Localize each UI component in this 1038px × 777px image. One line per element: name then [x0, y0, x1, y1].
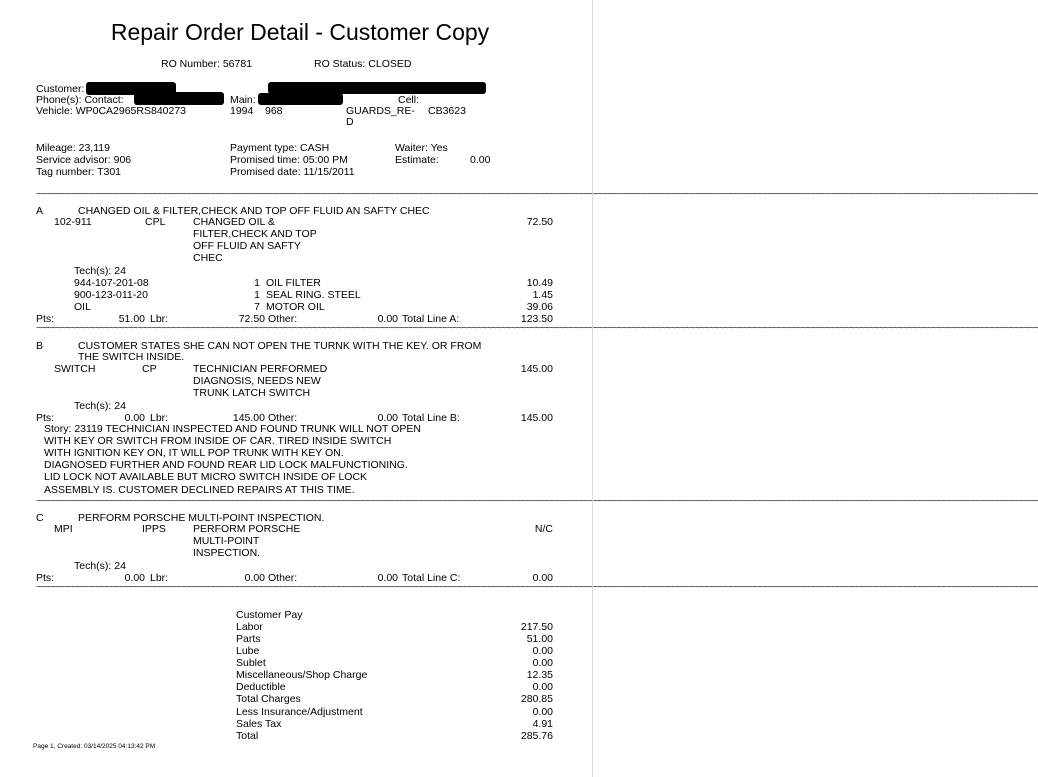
line-b-other-label: Other: — [268, 412, 298, 424]
summary-label: Parts — [236, 633, 261, 645]
line-b-pts-label: Pts: — [36, 412, 55, 424]
summary-label: Sublet — [236, 657, 266, 669]
summary-heading: Customer Pay — [236, 609, 303, 621]
line-a-lbr-value: 72.50 — [238, 313, 265, 325]
part-description: MOTOR OIL — [266, 301, 325, 313]
vehicle-color-cont: D — [346, 116, 354, 128]
line-c-tech-type: IPPS — [142, 523, 166, 535]
line-c-pts-label: Pts: — [36, 572, 55, 584]
line-a-description: CHANGED OIL & FILTER,CHECK AND TOP OFF FLUID AN SAFTY CHEC — [78, 205, 430, 217]
line-b-total-value: 145.00 — [520, 412, 553, 424]
redacted-contact-phone — [134, 92, 224, 105]
line-c-lbr-label: Lbr: — [150, 572, 169, 584]
separator: ~~~~~~~~~~~~~~~~~~~~~~~~~~~~~~~~~~~~~~~~~~~~~~~~~~~~~~~~~~~~~~~~~~~~~~~~~~~~~~~~~~~~~~~~~~~~~~~~~~~~~~~~~~~~~~~~~~~~~~~~~~~~~~~~~~~~~~~~~~~~~~~~~~~~~~~~~~~~~~~~~~~~~~~~~~~~~~~~~~~~~~~~~~~~~~~~~~~~~~~~~~~~~~~ — [36, 582, 1038, 593]
line-b-techs: Tech(s): 24 — [74, 400, 126, 412]
summary-value: 217.50 — [520, 621, 553, 633]
summary-label: Sales Tax — [236, 718, 282, 730]
line-c-letter: C — [36, 512, 44, 524]
line-c-description: PERFORM PORSCHE MULTI-POINT INSPECTION. — [78, 512, 325, 524]
ro-number: RO Number: 56781 — [161, 58, 253, 70]
line-b-op-desc: TECHNICIAN PERFORMED — [193, 363, 328, 375]
line-a-op-amount: 72.50 — [526, 216, 553, 228]
summary-label: Miscellaneous/Shop Charge — [236, 669, 368, 681]
line-a-total-value: 123.50 — [520, 313, 553, 325]
vehicle-model: 968 — [265, 105, 283, 117]
line-c-op-desc: INSPECTION. — [193, 547, 261, 559]
part-number: OIL — [74, 301, 91, 313]
summary-value: 12.35 — [526, 669, 553, 681]
estimate-value: 0.00 — [470, 154, 491, 166]
line-a-op-desc: CHANGED OIL & — [193, 216, 275, 228]
estimate-label: Estimate: — [395, 154, 439, 166]
summary-label: Total — [236, 730, 259, 742]
customer-label: Customer: — [36, 83, 85, 95]
line-a-other-label: Other: — [268, 313, 298, 325]
line-c-techs: Tech(s): 24 — [74, 560, 126, 572]
summary-label: Total Charges — [236, 693, 301, 705]
line-a-op-desc: CHEC — [193, 252, 223, 264]
summary-label: Less Insurance/Adjustment — [236, 706, 363, 718]
summary-value: 0.00 — [532, 706, 553, 718]
line-c-lbr-value: 0.00 — [244, 572, 265, 584]
part-description: OIL FILTER — [266, 277, 321, 289]
line-c-op-amount: N/C — [534, 523, 553, 535]
document-title: Repair Order Detail - Customer Copy — [110, 19, 490, 45]
tag-number: Tag number: T301 — [36, 166, 122, 178]
waiter: Waiter: Yes — [395, 142, 448, 154]
vehicle-vin: Vehicle: WP0CA2965RS840273 — [36, 105, 187, 117]
line-b-lbr-label: Lbr: — [150, 412, 169, 424]
line-a-op-desc: FILTER,CHECK AND TOP — [193, 228, 317, 240]
redacted-main-phone — [258, 93, 343, 105]
service-advisor: Service advisor: 906 — [36, 154, 132, 166]
scan-edge — [592, 0, 600, 777]
part-qty: 7 — [254, 301, 260, 313]
ro-status: RO Status: CLOSED — [314, 58, 412, 70]
line-a-op-desc: OFF FLUID AN SAFTY — [193, 240, 301, 252]
summary-value: 0.00 — [532, 681, 553, 693]
line-c-other-label: Other: — [268, 572, 298, 584]
summary-value: 0.00 — [532, 657, 553, 669]
line-a-techs: Tech(s): 24 — [74, 265, 126, 277]
line-c-pts-value: 0.00 — [124, 572, 145, 584]
part-amount: 1.45 — [532, 289, 553, 301]
summary-value: 4.91 — [532, 718, 553, 730]
phones-label: Phone(s): Contact: — [36, 94, 124, 106]
line-a-total-label: Total Line A: — [402, 313, 460, 325]
line-b-op-desc: TRUNK LATCH SWITCH — [193, 387, 311, 399]
line-b-description: CUSTOMER STATES SHE CAN NOT OPEN THE TURNK WITH THE KEY. OR FROM — [78, 340, 482, 352]
vehicle-license: CB3623 — [428, 105, 466, 117]
line-b-pts-value: 0.00 — [124, 412, 145, 424]
separator: ~~~~~~~~~~~~~~~~~~~~~~~~~~~~~~~~~~~~~~~~~~~~~~~~~~~~~~~~~~~~~~~~~~~~~~~~~~~~~~~~~~~~~~~~~~~~~~~~~~~~~~~~~~~~~~~~~~~~~~~~~~~~~~~~~~~~~~~~~~~~~~~~~~~~~~~~~~~~~~~~~~~~~~~~~~~~~~~~~~~~~~~~~~~~~~~~~~~~~~~~~~~~~~~ — [36, 496, 1038, 507]
vehicle-year: 1994 — [230, 105, 254, 117]
line-a-letter: A — [36, 205, 44, 217]
payment-type: Payment type: CASH — [230, 142, 330, 154]
part-description: SEAL RING. STEEL — [266, 289, 361, 301]
line-c-op-code: MPI — [54, 523, 73, 535]
line-b-op-code: SWITCH — [54, 363, 96, 375]
line-c-other-value: 0.00 — [377, 572, 398, 584]
line-b-lbr-value: 145.00 — [232, 412, 265, 424]
cell-phone-label: Cell: — [398, 94, 420, 106]
summary-value: 51.00 — [526, 633, 553, 645]
story-line: WITH IGNITION KEY ON, IT WILL POP TRUNK WITH KEY ON. — [44, 447, 344, 459]
part-number: 944-107-201-08 — [74, 277, 149, 289]
vehicle-color: GUARDS_RE- — [346, 105, 415, 117]
part-qty: 1 — [254, 277, 260, 289]
separator: ~~~~~~~~~~~~~~~~~~~~~~~~~~~~~~~~~~~~~~~~~~~~~~~~~~~~~~~~~~~~~~~~~~~~~~~~~~~~~~~~~~~~~~~~~~~~~~~~~~~~~~~~~~~~~~~~~~~~~~~~~~~~~~~~~~~~~~~~~~~~~~~~~~~~~~~~~~~~~~~~~~~~~~~~~~~~~~~~~~~~~~~~~~~~~~~~~~~~~~~~~~~~~~~ — [36, 189, 1038, 200]
summary-label: Deductible — [236, 681, 286, 693]
line-a-pts-label: Pts: — [36, 313, 55, 325]
line-b-letter: B — [36, 340, 44, 352]
line-b-tech-type: CP — [142, 363, 157, 375]
line-b-op-desc: DIAGNOSIS, NEEDS NEW — [193, 375, 321, 387]
summary-value: 280.85 — [520, 693, 553, 705]
story-line: WITH KEY OR SWITCH FROM INSIDE OF CAR. TIRED INSIDE SWITCH — [44, 435, 392, 447]
summary-value: 0.00 — [532, 645, 553, 657]
line-c-op-desc: PERFORM PORSCHE — [193, 523, 301, 535]
line-a-pts-value: 51.00 — [118, 313, 145, 325]
line-a-tech-type: CPL — [145, 216, 166, 228]
line-a-lbr-label: Lbr: — [150, 313, 169, 325]
summary-label: Labor — [236, 621, 263, 633]
story-line: LID LOCK NOT AVAILABLE BUT MICRO SWITCH INSIDE OF LOCK — [44, 471, 368, 483]
main-phone-label: Main: — [230, 94, 256, 106]
separator: ~~~~~~~~~~~~~~~~~~~~~~~~~~~~~~~~~~~~~~~~~~~~~~~~~~~~~~~~~~~~~~~~~~~~~~~~~~~~~~~~~~~~~~~~~~~~~~~~~~~~~~~~~~~~~~~~~~~~~~~~~~~~~~~~~~~~~~~~~~~~~~~~~~~~~~~~~~~~~~~~~~~~~~~~~~~~~~~~~~~~~~~~~~~~~~~~~~~~~~~~~~~~~~~ — [36, 323, 1038, 334]
part-amount: 10.49 — [526, 277, 553, 289]
line-b-other-value: 0.00 — [377, 412, 398, 424]
summary-value: 285.76 — [520, 730, 553, 742]
line-c-total-label: Total Line C: — [402, 572, 461, 584]
promised-date: Promised date: 11/15/2011 — [230, 166, 355, 178]
line-c-op-desc: MULTI-POINT — [193, 535, 260, 547]
line-b-total-label: Total Line B: — [402, 412, 460, 424]
line-a-other-value: 0.00 — [377, 313, 398, 325]
line-b-description-cont: THE SWITCH INSIDE. — [78, 351, 185, 363]
story-line: Story: 23119 TECHNICIAN INSPECTED AND FOUND TRUNK WILL NOT OPEN — [44, 423, 421, 435]
story-line: DIAGNOSED FURTHER AND FOUND REAR LID LOCK MALFUNCTIONING. — [44, 459, 408, 471]
page-footer: Page 1, Created: 03/14/2025 04:13:42 PM — [33, 743, 156, 750]
promised-time: Promised time: 05:00 PM — [230, 154, 348, 166]
line-a-op-code: 102-911 — [54, 216, 92, 228]
story-line: ASSEMBLY IS. CUSTOMER DECLINED REPAIRS AT THIS TIME. — [44, 484, 355, 496]
part-qty: 1 — [254, 289, 260, 301]
part-amount: 39.06 — [526, 301, 553, 313]
mileage: Mileage: 23,119 — [36, 142, 110, 154]
summary-label: Lube — [236, 645, 260, 657]
part-number: 900-123-011-20 — [74, 289, 148, 301]
line-c-total-value: 0.00 — [532, 572, 553, 584]
line-b-op-amount: 145.00 — [520, 363, 553, 375]
